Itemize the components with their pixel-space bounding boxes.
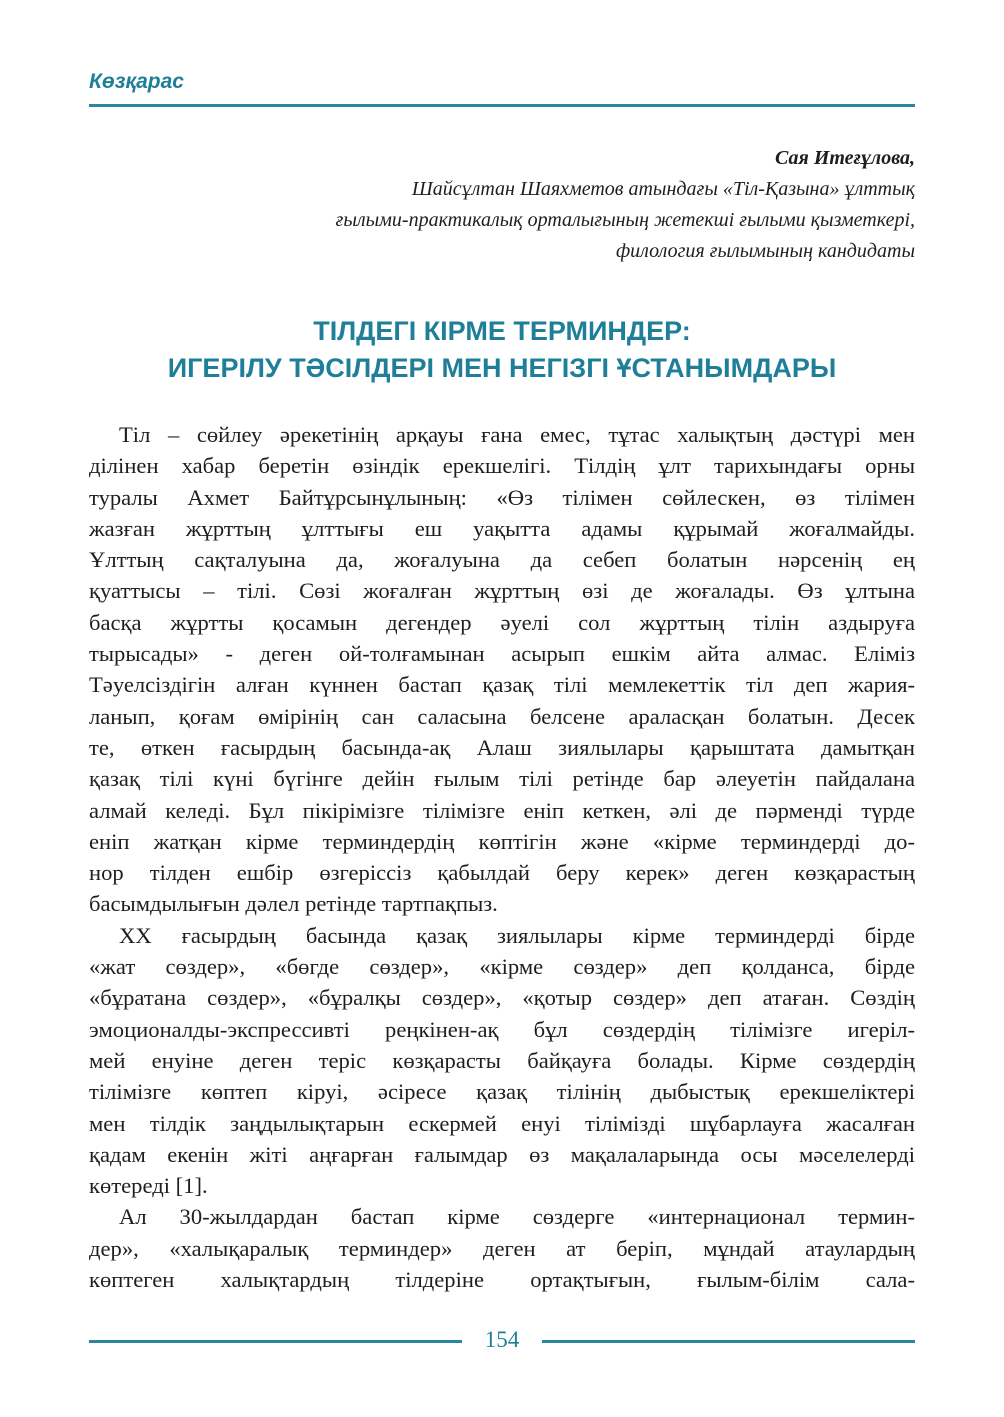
text-line: басқа жұртты қосамын дегендер әуелі сол жұрттың тілін аздыруға: [89, 609, 915, 635]
text-line: эмоционалды-экспрессивті реңкінен-ақ бұл сөздердің тілімізге игеріл-: [89, 1016, 915, 1042]
text-line: Тіл – сөйлеу әрекетінің арқауы ғана емес, тұтас халықтың дәстүрі мен: [119, 422, 915, 447]
article-title: [89, 313, 915, 387]
text-line: те, өткен ғасырдың басында-ақ Алаш зиялылары қарыштата дамытқан: [89, 734, 915, 760]
text-line: ланып, қоғам өмірінің сан саласына белсене араласқан болатын. Десек: [89, 703, 915, 729]
text-line: қадам екенін жіті аңғарған ғалымдар өз мақалаларында осы мәселелерді: [89, 1141, 915, 1167]
text-line: мен тілдік заңдылықтарын ескермей енуі тілімізді шұбарлауға жасалған: [89, 1110, 915, 1136]
text-line: ділінен хабар беретін өзіндік ерекшелігі. Тілдің ұлт тарихындағы орны: [89, 453, 915, 479]
text-line: «бұратана сөздер», «бұралқы сөздер», «қотыр сөздер» деп атаған. Сөздің: [89, 985, 915, 1011]
author-affiliation-line: Шайсұлтан Шаяхметов атындағы «Тіл-Қазына» ұлттық: [411, 178, 915, 200]
author-name: Сая Итеғұлова,: [775, 147, 915, 169]
text-line: тілімізге көптеп кіруі, әсіресе қазақ тілінің дыбыстық ерекшеліктері: [89, 1079, 915, 1105]
text-line: алмай келеді. Бұл пікірімізге тілімізге еніп кеткен, әлі де пәрменді түрде: [89, 797, 915, 823]
running-head: Көзқарас: [89, 70, 184, 93]
text-line: туралы Ахмет Байтұрсынұлының: «Өз тілімен сөйлескен, өз тілімен: [89, 484, 915, 510]
text-line: Ал 30-жылдардан бастап кірме сөздерге «интернационал термин-: [119, 1204, 915, 1230]
paragraph: [89, 419, 915, 920]
text-line: «жат сөздер», «бөгде сөздер», «кірме сөздер» деп қолданса, бірде: [89, 954, 915, 980]
paragraph: [89, 920, 915, 1202]
text-line: қуаттысы – тілі. Сөзі жоғалған жұрттың өзі де жоғалады. Өз ұлтына: [89, 578, 915, 604]
author-block: [155, 143, 915, 267]
text-line: көтереді [1].: [89, 1173, 208, 1199]
text-line: Ұлттың сақталуына да, жоғалуына да себеп болатын нәрсенің ең: [89, 547, 915, 573]
text-line: қазақ тілі күні бүгінге дейін ғылым тілі ретінде бар әлеуетін пайдалана: [89, 766, 915, 792]
text-line: тырысады» - деген ой-толғамынан асырып ешкім айта алмас. Еліміз: [89, 641, 915, 667]
footer-rule-right: [542, 1340, 915, 1343]
text-line: ХХ ғасырдың басында қазақ зиялылары кірме терминдерді бірде: [119, 922, 915, 948]
text-line: нор тілден ешбір өзгеріссіз қабылдай беру керек» деген көзқарастың: [89, 860, 915, 886]
header-rule: [89, 104, 915, 107]
author-affiliation-line: ғылыми-практикалық орталығының жетекші ғылыми қызметкері,: [335, 209, 915, 231]
text-line: жазған жұрттың ұлттығы еш уақытта адамы құрымай жоғалмайды.: [89, 515, 915, 541]
paragraph: [89, 1201, 915, 1295]
text-line: Тәуелсіздігін алған күннен бастап қазақ тілі мемлекеттік тіл деп жария-: [89, 672, 915, 698]
footer-rule-left: [89, 1340, 462, 1343]
text-line: дер», «халықаралық терминдер» деген ат беріп, мұндай атаулардың: [89, 1235, 915, 1261]
article-title-line: ТІЛДЕГІ КІРМЕ ТЕРМИНДЕР:: [313, 316, 691, 346]
article-title-line: ИГЕРІЛУ ТӘСІЛДЕРІ МЕН НЕГІЗГІ ҰСТАНЫМДАРЫ: [167, 353, 837, 383]
text-line: басымдылығын дәлел ретінде тартпақпыз.: [89, 891, 498, 917]
text-line: көптеген халықтардың тілдеріне ортақтығын, ғылым-білім сала-: [89, 1267, 915, 1293]
text-line: мей енуіне деген теріс көзқарасты байқауға болады. Кірме сөздердің: [89, 1047, 915, 1073]
article-body: [89, 419, 915, 1295]
page-number: 154: [484, 1327, 520, 1352]
text-line: еніп жатқан кірме терминдердің көптігін және «кірме терминдерді до-: [89, 828, 915, 854]
author-affiliation-line: филология ғылымының кандидаты: [615, 240, 915, 262]
